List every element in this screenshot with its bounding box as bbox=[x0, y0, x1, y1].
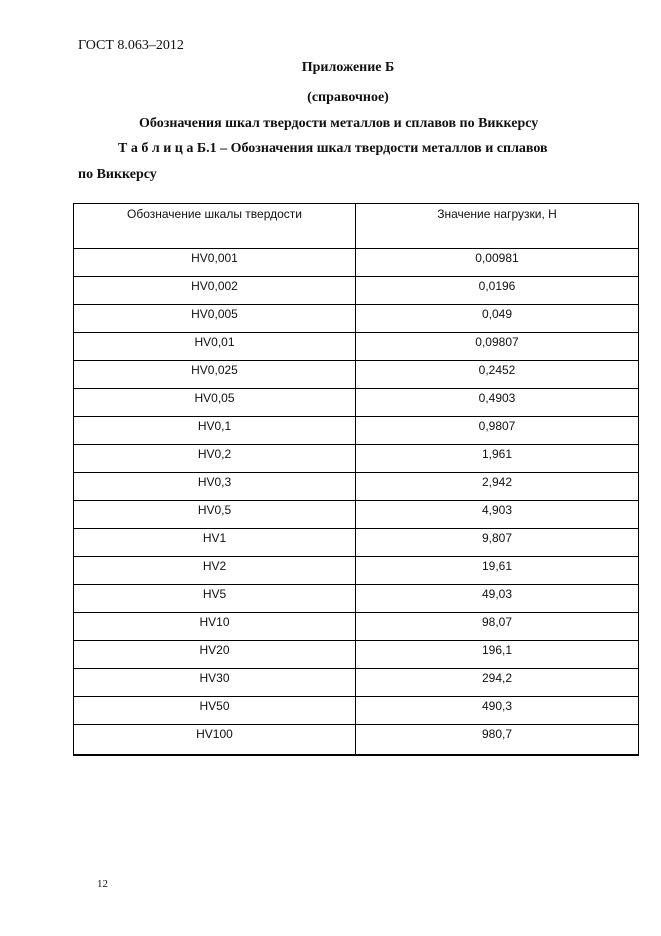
table-row bbox=[74, 473, 639, 501]
scale-cell: HV10 bbox=[74, 613, 356, 641]
load-cell: 0,049 bbox=[356, 305, 639, 333]
scale-cell: HV0,005 bbox=[74, 305, 356, 333]
load-cell: 0,2452 bbox=[356, 361, 639, 389]
page-number: 12 bbox=[97, 878, 108, 890]
load-cell: 9,807 bbox=[356, 529, 639, 557]
table-caption-continued: по Виккерсу bbox=[78, 167, 157, 182]
scale-cell: HV0,1 bbox=[74, 417, 356, 445]
load-cell: 2,942 bbox=[356, 473, 639, 501]
table-row bbox=[74, 417, 639, 445]
load-cell: 4,903 bbox=[356, 501, 639, 529]
scale-cell: HV0,025 bbox=[74, 361, 356, 389]
scale-cell: HV2 bbox=[74, 557, 356, 585]
scale-cell: HV0,2 bbox=[74, 445, 356, 473]
table-row bbox=[74, 445, 639, 473]
table-row bbox=[74, 333, 639, 361]
table-row bbox=[74, 557, 639, 585]
load-cell: 98,07 bbox=[356, 613, 639, 641]
table-caption: Т а б л и ц а Б.1 – Обозначения шкал твердости металлов и сплавов bbox=[118, 141, 548, 156]
scale-cell: HV0,05 bbox=[74, 389, 356, 417]
table-row bbox=[74, 305, 639, 333]
table-row bbox=[74, 501, 639, 529]
load-cell: 196,1 bbox=[356, 641, 639, 669]
table-row bbox=[74, 529, 639, 557]
document-header: ГОСТ 8.063–2012 bbox=[78, 38, 184, 53]
load-cell: 980,7 bbox=[356, 725, 639, 755]
load-cell: 0,4903 bbox=[356, 389, 639, 417]
load-cell: 294,2 bbox=[356, 669, 639, 697]
load-cell: 0,00981 bbox=[356, 249, 639, 277]
appendix-heading: Обозначения шкал твердости металлов и сплавов по Виккерсу bbox=[139, 116, 539, 131]
load-cell: 0,9807 bbox=[356, 417, 639, 445]
table-row bbox=[74, 249, 639, 277]
table-header-row bbox=[74, 204, 639, 249]
table-row bbox=[74, 613, 639, 641]
load-cell: 19,61 bbox=[356, 557, 639, 585]
vickers-scale-table bbox=[73, 203, 639, 756]
table-row bbox=[74, 641, 639, 669]
load-cell: 0,09807 bbox=[356, 333, 639, 361]
table-row bbox=[74, 669, 639, 697]
scale-cell: HV0,01 bbox=[74, 333, 356, 361]
table-row bbox=[74, 361, 639, 389]
table-row bbox=[74, 725, 639, 755]
scale-cell: HV30 bbox=[74, 669, 356, 697]
appendix-type: (справочное) bbox=[307, 90, 389, 105]
table-row bbox=[74, 585, 639, 613]
scale-cell: HV0,3 bbox=[74, 473, 356, 501]
scale-cell: HV0,5 bbox=[74, 501, 356, 529]
scale-cell: HV50 bbox=[74, 697, 356, 725]
load-cell: 49,03 bbox=[356, 585, 639, 613]
scale-cell: HV20 bbox=[74, 641, 356, 669]
scale-cell: HV5 bbox=[74, 585, 356, 613]
header-scale-designation: Обозначение шкалы твердости bbox=[74, 204, 356, 249]
table-row bbox=[74, 697, 639, 725]
table-row bbox=[74, 277, 639, 305]
table-row bbox=[74, 389, 639, 417]
scale-cell: HV0,001 bbox=[74, 249, 356, 277]
load-cell: 0,0196 bbox=[356, 277, 639, 305]
appendix-title: Приложение Б bbox=[301, 60, 395, 75]
header-load-value: Значение нагрузки, Н bbox=[356, 204, 639, 249]
scale-cell: HV0,002 bbox=[74, 277, 356, 305]
scale-cell: HV100 bbox=[74, 725, 356, 755]
scale-cell: HV1 bbox=[74, 529, 356, 557]
load-cell: 490,3 bbox=[356, 697, 639, 725]
load-cell: 1,961 bbox=[356, 445, 639, 473]
